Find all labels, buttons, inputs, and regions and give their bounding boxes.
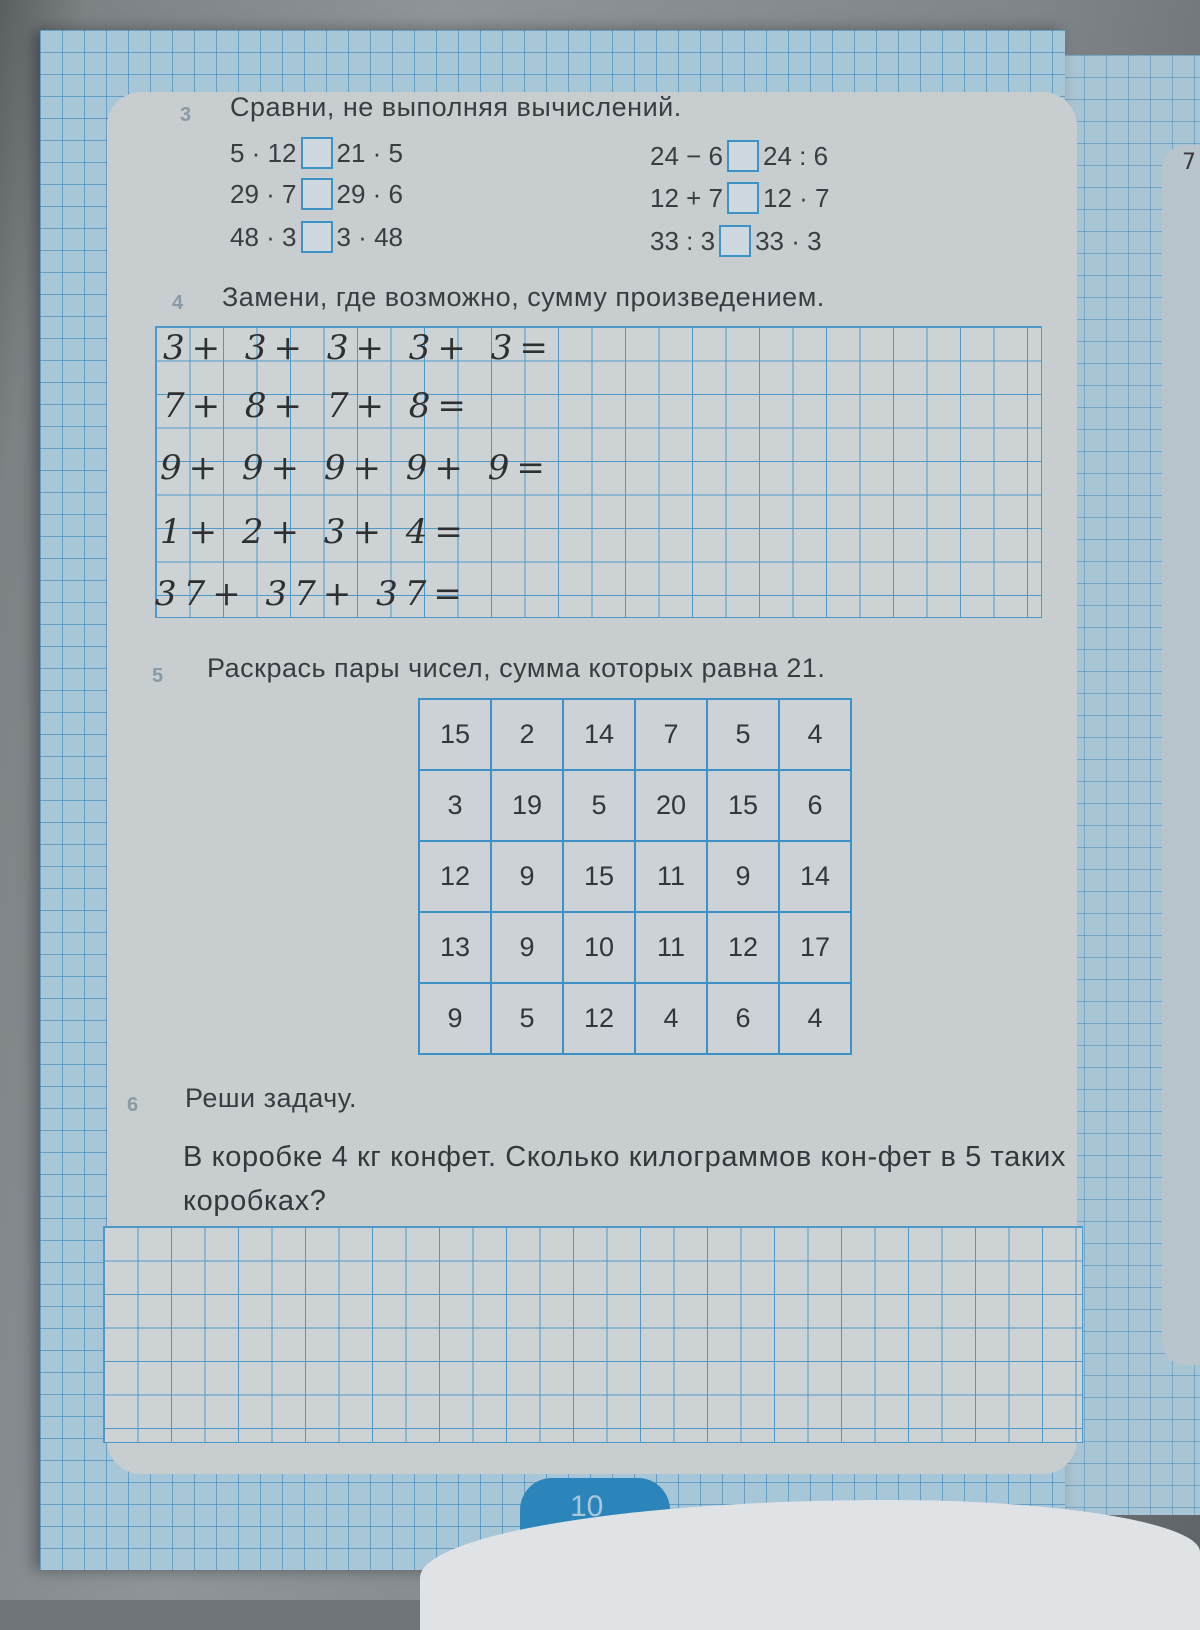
comparison-box[interactable] xyxy=(727,140,759,172)
handwritten-line: 37+ 37+ 37= xyxy=(155,574,469,614)
comparison-box[interactable] xyxy=(301,137,333,169)
table-row xyxy=(419,912,851,983)
expression-left: 33 : 3 xyxy=(650,225,716,256)
comparison-row xyxy=(230,221,403,253)
page-number: 10 xyxy=(570,1490,604,1523)
number-cell[interactable]: 5 xyxy=(707,699,779,770)
next-page-panel xyxy=(1162,145,1200,1365)
number-cell[interactable]: 15 xyxy=(563,841,635,912)
comparison-row xyxy=(650,225,822,257)
task-number: 3 xyxy=(180,104,192,126)
expression-left: 48 · 3 xyxy=(230,221,297,252)
comparison-row xyxy=(230,178,403,210)
task-title: Замени, где возможно, сумму произведением. xyxy=(222,282,825,312)
number-cell[interactable]: 7 xyxy=(635,699,707,770)
table-row xyxy=(419,699,851,770)
comparison-box[interactable] xyxy=(727,182,759,214)
number-cell[interactable]: 12 xyxy=(563,983,635,1054)
number-cell[interactable]: 9 xyxy=(491,912,563,983)
expression-left: 29 · 7 xyxy=(230,178,297,209)
comparison-row xyxy=(650,140,828,172)
table-row xyxy=(419,770,851,841)
comparison-box[interactable] xyxy=(301,221,333,253)
table-row xyxy=(419,841,851,912)
number-cell[interactable]: 4 xyxy=(635,983,707,1054)
solution-grid[interactable] xyxy=(103,1226,1083,1443)
number-cell[interactable]: 5 xyxy=(491,983,563,1054)
task-title: Раскрась пары чисел, сумма которых равна 21. xyxy=(207,653,826,683)
number-cell[interactable]: 15 xyxy=(707,770,779,841)
number-cell[interactable]: 3 xyxy=(419,770,491,841)
comparison-row xyxy=(230,137,403,169)
comparison-box[interactable] xyxy=(719,225,751,257)
handwritten-line: 1+ 2+ 3+ 4= xyxy=(160,512,470,552)
number-cell[interactable]: 15 xyxy=(419,699,491,770)
number-table xyxy=(418,698,852,1055)
table-row xyxy=(419,983,851,1054)
handwritten-line: 7+ 8+ 7+ 8= xyxy=(163,386,473,426)
number-cell[interactable]: 9 xyxy=(707,841,779,912)
number-cell[interactable]: 10 xyxy=(563,912,635,983)
handwritten-line: 9+ 9+ 9+ 9+ 9= xyxy=(160,448,552,488)
task-title: Сравни, не выполняя вычислений. xyxy=(230,92,682,122)
expression-right: 21 · 5 xyxy=(336,137,403,168)
comparison-box[interactable] xyxy=(301,178,333,210)
number-cell[interactable]: 9 xyxy=(419,983,491,1054)
number-cell[interactable]: 2 xyxy=(491,699,563,770)
number-cell[interactable]: 17 xyxy=(779,912,851,983)
handwritten-line: 3+ 3+ 3+ 3+ 3= xyxy=(163,328,555,368)
number-cell[interactable]: 13 xyxy=(419,912,491,983)
number-cell[interactable]: 20 xyxy=(635,770,707,841)
number-cell[interactable]: 9 xyxy=(491,841,563,912)
number-cell[interactable]: 12 xyxy=(707,912,779,983)
expression-left: 5 · 12 xyxy=(230,137,297,168)
number-cell[interactable]: 14 xyxy=(563,699,635,770)
number-cell[interactable]: 4 xyxy=(779,699,851,770)
number-cell[interactable]: 11 xyxy=(635,841,707,912)
problem-text: В коробке 4 кг конфет. Сколько килограммов кон-фет в 5 таких коробках? xyxy=(183,1141,1067,1217)
comparison-row xyxy=(650,182,830,214)
expression-right: 33 · 3 xyxy=(755,225,822,256)
number-cell[interactable]: 14 xyxy=(779,841,851,912)
expression-right: 12 · 7 xyxy=(763,182,830,213)
number-cell[interactable]: 12 xyxy=(419,841,491,912)
task-title: Реши задачу. xyxy=(185,1083,358,1113)
task-number: 4 xyxy=(172,292,184,314)
expression-right: 29 · 6 xyxy=(336,178,403,209)
task-number: 6 xyxy=(127,1094,139,1116)
expression-left: 24 − 6 xyxy=(650,140,724,171)
task-number: 5 xyxy=(152,665,164,687)
expression-left: 12 + 7 xyxy=(650,182,724,213)
expression-right: 3 · 48 xyxy=(336,221,403,252)
number-cell[interactable]: 5 xyxy=(563,770,635,841)
number-cell[interactable]: 11 xyxy=(635,912,707,983)
next-page-digit: 7 xyxy=(1182,150,1196,175)
number-cell[interactable]: 4 xyxy=(779,983,851,1054)
number-cell[interactable]: 19 xyxy=(491,770,563,841)
number-cell[interactable]: 6 xyxy=(707,983,779,1054)
number-cell[interactable]: 6 xyxy=(779,770,851,841)
expression-right: 24 : 6 xyxy=(763,140,829,171)
